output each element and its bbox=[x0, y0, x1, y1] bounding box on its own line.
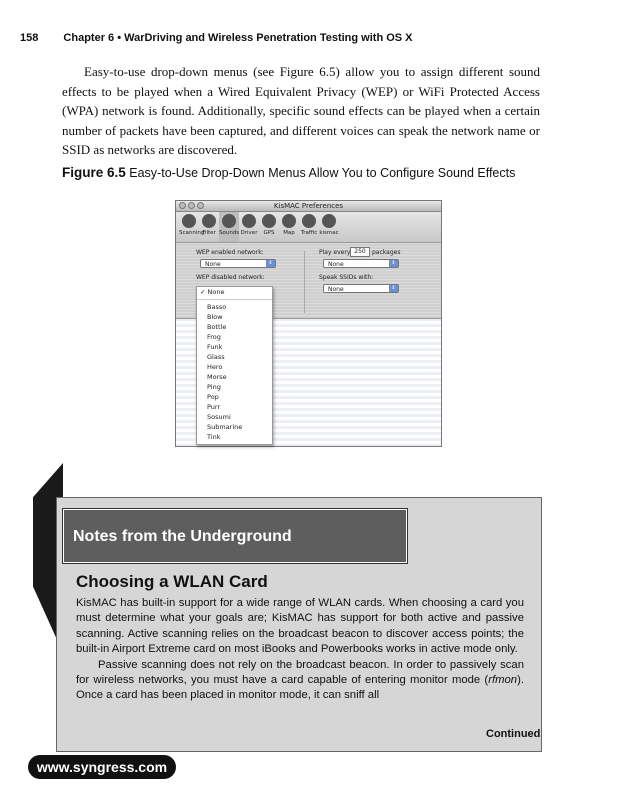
running-title: Chapter 6 • WarDriving and Wireless Penetration Testing with OS X bbox=[63, 32, 413, 44]
toolbar-map[interactable] bbox=[279, 212, 299, 242]
menu-item-blow[interactable]: Blow bbox=[207, 313, 223, 321]
toolbar-label: GPS bbox=[263, 230, 275, 236]
menu-item-label: None bbox=[207, 288, 225, 296]
toolbar-label: Driver bbox=[240, 230, 258, 236]
sidebar-banner: Notes from the Underground bbox=[62, 508, 408, 564]
popup-value: None bbox=[328, 261, 344, 268]
kismac-icon bbox=[322, 214, 336, 228]
speak-ssids-popup[interactable] bbox=[323, 284, 399, 293]
continued-label: Continued bbox=[486, 728, 541, 740]
wep-disabled-label: WEP disabled network: bbox=[196, 274, 265, 281]
wep-enabled-popup[interactable] bbox=[200, 259, 276, 268]
menu-separator bbox=[197, 299, 272, 300]
menu-item-glass[interactable]: Glass bbox=[207, 353, 225, 361]
toolbar-label: Filter bbox=[202, 230, 216, 236]
play-every-label: Play every bbox=[319, 249, 351, 256]
toolbar-label: kismac bbox=[319, 230, 339, 236]
sidebar-paragraph-2 bbox=[76, 658, 524, 704]
toolbar-driver[interactable] bbox=[239, 212, 259, 242]
figure-caption-text: Easy-to-Use Drop-Down Menus Allow You to Configure Sound Effects bbox=[129, 166, 516, 180]
scanning-icon bbox=[182, 214, 196, 228]
menu-item-funk[interactable]: Funk bbox=[207, 343, 223, 351]
window-title-bar bbox=[176, 201, 441, 212]
toolbar-kismac[interactable] bbox=[319, 212, 339, 242]
menu-item-hero[interactable]: Hero bbox=[207, 363, 223, 371]
sidebar-paragraph-1: KisMAC has built-in support for a wide range of WLAN cards. When choosing a card you must determine what your goals are; KisMAC has support for both active and passive scanning. Active scanning relies on the broadcast beacon to discover access points; the built-in Airport Extreme card on most iBooks and Powerbooks works in active mode only. bbox=[76, 597, 524, 656]
footer-url[interactable]: www.syngress.com bbox=[28, 755, 176, 779]
figure-screenshot bbox=[175, 200, 442, 447]
menu-item-tink[interactable]: Tink bbox=[207, 433, 221, 441]
toolbar-filter[interactable] bbox=[199, 212, 219, 242]
sound-dropdown-menu bbox=[196, 286, 273, 445]
chevron-updown-icon: ⇕ bbox=[266, 260, 275, 267]
checkmark-icon: ✓ bbox=[200, 288, 208, 296]
close-window-icon[interactable] bbox=[179, 202, 186, 209]
toolbar-label: Traffic bbox=[300, 230, 318, 236]
menu-item-frog[interactable]: Frog bbox=[207, 333, 221, 341]
panel-divider bbox=[304, 251, 305, 313]
sounds-icon bbox=[222, 214, 236, 228]
menu-item-submarine[interactable]: Submarine bbox=[207, 423, 243, 431]
popup-value: None bbox=[205, 261, 221, 268]
filter-icon bbox=[202, 214, 216, 228]
menu-item-sosumi[interactable]: Sosumi bbox=[207, 413, 231, 421]
popup-value: None bbox=[328, 286, 344, 293]
toolbar-gps[interactable] bbox=[259, 212, 279, 242]
driver-icon bbox=[242, 214, 256, 228]
menu-item-bottle[interactable]: Bottle bbox=[207, 323, 227, 331]
chevron-updown-icon: ⇕ bbox=[389, 285, 398, 292]
zoom-window-icon[interactable] bbox=[197, 202, 204, 209]
toolbar-scanning[interactable] bbox=[179, 212, 205, 242]
toolbar-sounds[interactable] bbox=[219, 212, 239, 242]
menu-item-none[interactable] bbox=[197, 287, 272, 297]
rfmon-term: rfmon bbox=[488, 674, 518, 687]
figure-caption bbox=[62, 164, 532, 182]
menu-item-purr[interactable]: Purr bbox=[207, 403, 221, 411]
figure-label: Figure 6.5 bbox=[62, 165, 126, 180]
preferences-toolbar bbox=[176, 212, 441, 243]
play-every-sound-popup[interactable] bbox=[323, 259, 399, 268]
minimize-window-icon[interactable] bbox=[188, 202, 195, 209]
sidebar-heading: Choosing a WLAN Card bbox=[76, 572, 268, 591]
toolbar-label: Scanning bbox=[179, 230, 205, 236]
menu-item-pop[interactable]: Pop bbox=[207, 393, 219, 401]
traffic-icon bbox=[302, 214, 316, 228]
window-title: KisMAC Preferences bbox=[273, 202, 344, 210]
speak-ssids-label: Speak SSIDs with: bbox=[319, 274, 374, 281]
toolbar-traffic[interactable] bbox=[299, 212, 319, 242]
menu-item-basso[interactable]: Basso bbox=[207, 303, 227, 311]
sidebar-text-part: ). Once a card has been placed in monitor mode, it can sniff all bbox=[76, 674, 524, 702]
body-paragraph: Easy-to-use drop-down menus (see Figure 6.5) allow you to assign different sound effects to be played when a Wired Equivalent Privacy (WEP) or WiFi Protected Access (WPA) network is found. Additionally, specific sound effects can be played when a certain number of packets have been captured, and different voices can speak the network name or SSID as networks are discovered. bbox=[62, 64, 540, 157]
running-header bbox=[20, 32, 413, 44]
menu-item-morse[interactable]: Morse bbox=[207, 373, 227, 381]
sidebar-text bbox=[76, 596, 524, 704]
play-every-input[interactable]: 250 bbox=[350, 247, 370, 257]
sidebar-text-part: Passive scanning does not rely on the broadcast beacon. In order to passively scan for wireless networks, you must have a card capable of entering monitor mode ( bbox=[76, 658, 524, 687]
chevron-updown-icon: ⇕ bbox=[389, 260, 398, 267]
wep-enabled-label: WEP enabled network: bbox=[196, 249, 264, 256]
page-number: 158 bbox=[20, 32, 39, 44]
toolbar-label: Sounds bbox=[219, 230, 240, 236]
map-icon bbox=[282, 214, 296, 228]
packages-label: packages bbox=[372, 249, 401, 256]
toolbar-label: Map bbox=[283, 230, 295, 236]
menu-item-ping[interactable]: Ping bbox=[207, 383, 221, 391]
window-controls bbox=[179, 202, 204, 209]
gps-icon bbox=[262, 214, 276, 228]
